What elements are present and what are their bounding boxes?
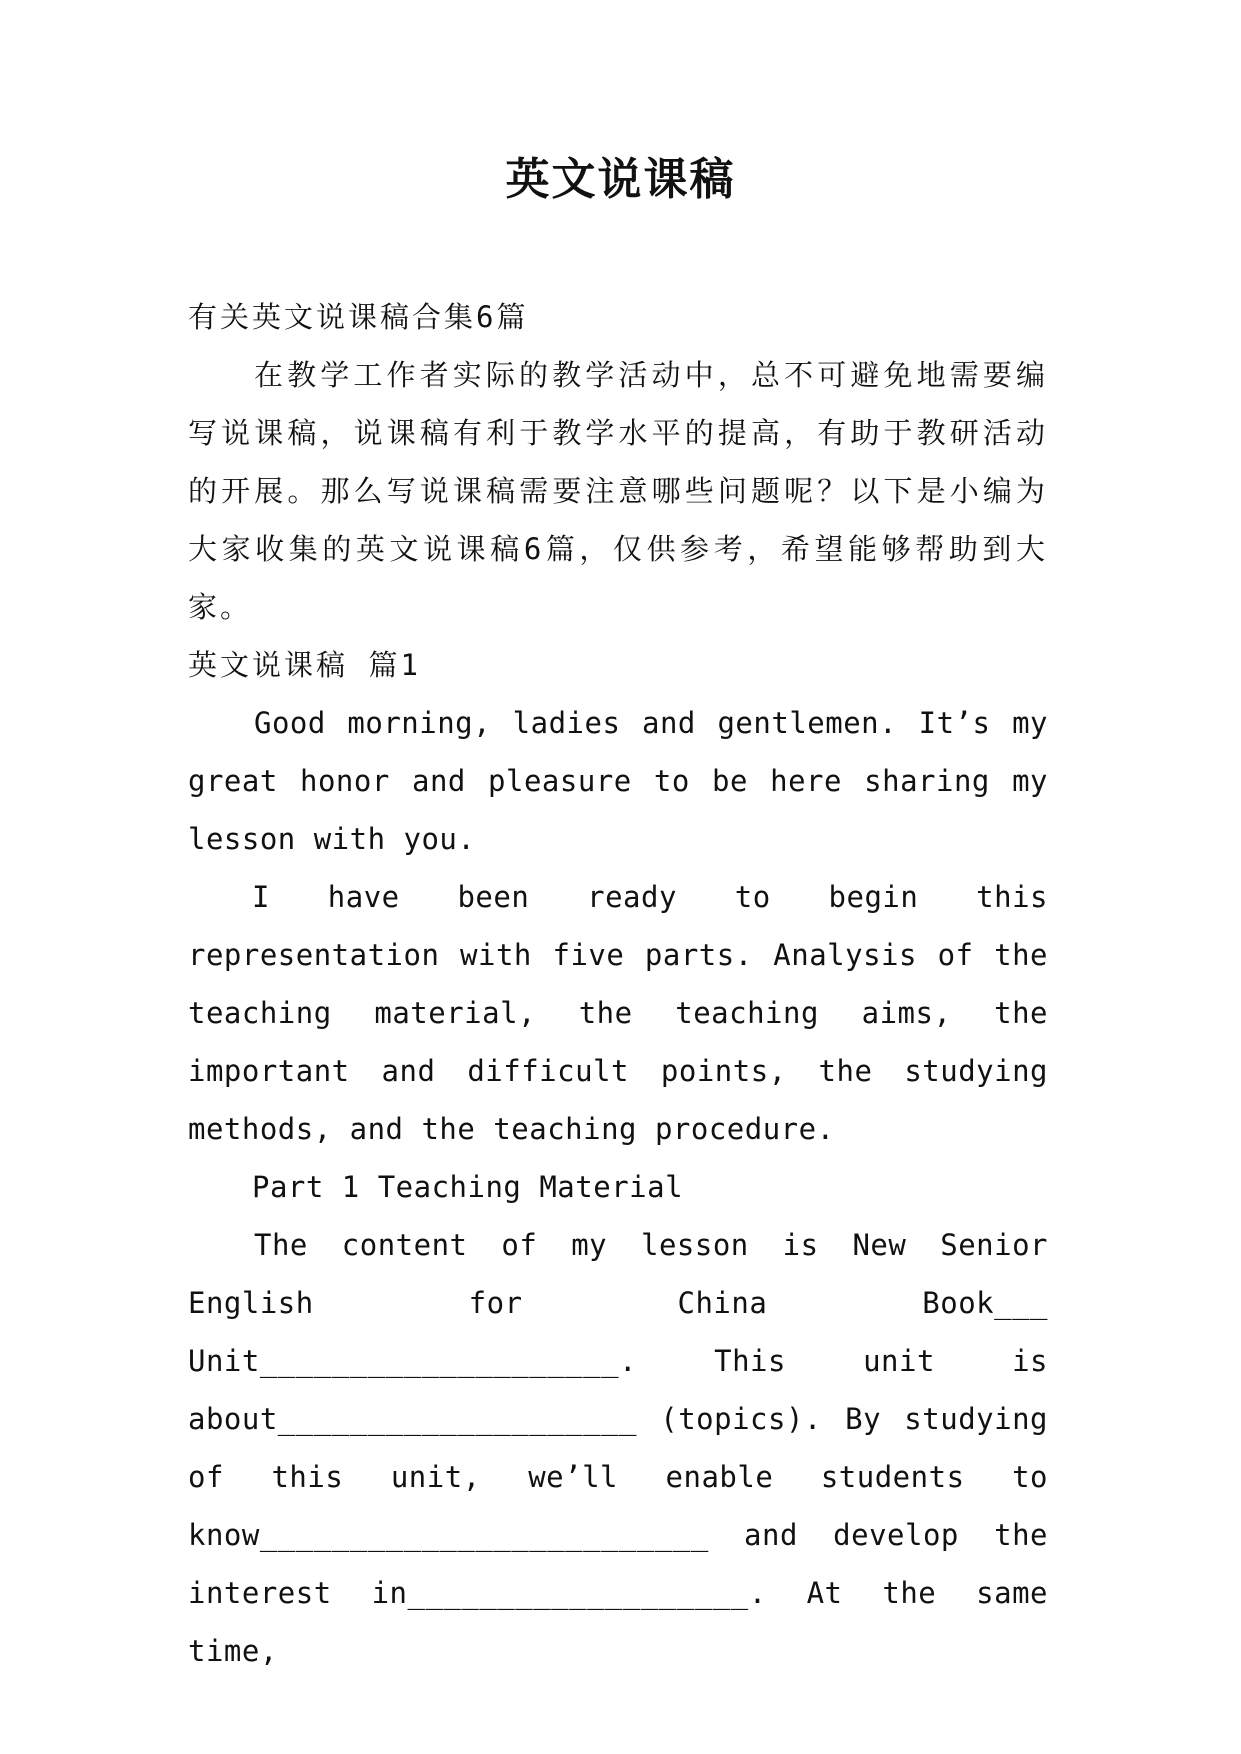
intro-paragraph: 在教学工作者实际的教学活动中，总不可避免地需要编写说课稿，说课稿有利于教学水平的提高，有助于教研活动的开展。那么写说课稿需要注意哪些问题呢？以下是小编为大家收集的英文说课稿6篇，仅供参考，希望能够帮助到大家。 — [188, 358, 1048, 624]
section-heading: 英文说课稿 篇1 — [188, 648, 421, 682]
document-title: 英文说课稿 — [505, 154, 736, 205]
greeting-paragraph: Good morning, ladies and gentlemen. It’s my great honor and pleasure to be here sharing my lesson with you. — [188, 706, 1048, 856]
overview-paragraph: I have been ready to begin this representation with five parts. Analysis of the teaching material, the teaching aims, the important and difficult points, the studying methods, and the teaching procedure. — [188, 880, 1048, 1146]
document-body — [188, 288, 1048, 1680]
content-paragraph: The content of my lesson is New Senior English for China Book___ Unit____________________. This unit is about____________________ (topics). By studying of this unit, we’ll enable students to know_________________________ and develop the interest in___________________. At the same time, — [188, 1228, 1048, 1668]
part-heading: Part 1 Teaching Material — [252, 1170, 684, 1204]
subtitle-line: 有关英文说课稿合集6篇 — [188, 300, 529, 334]
